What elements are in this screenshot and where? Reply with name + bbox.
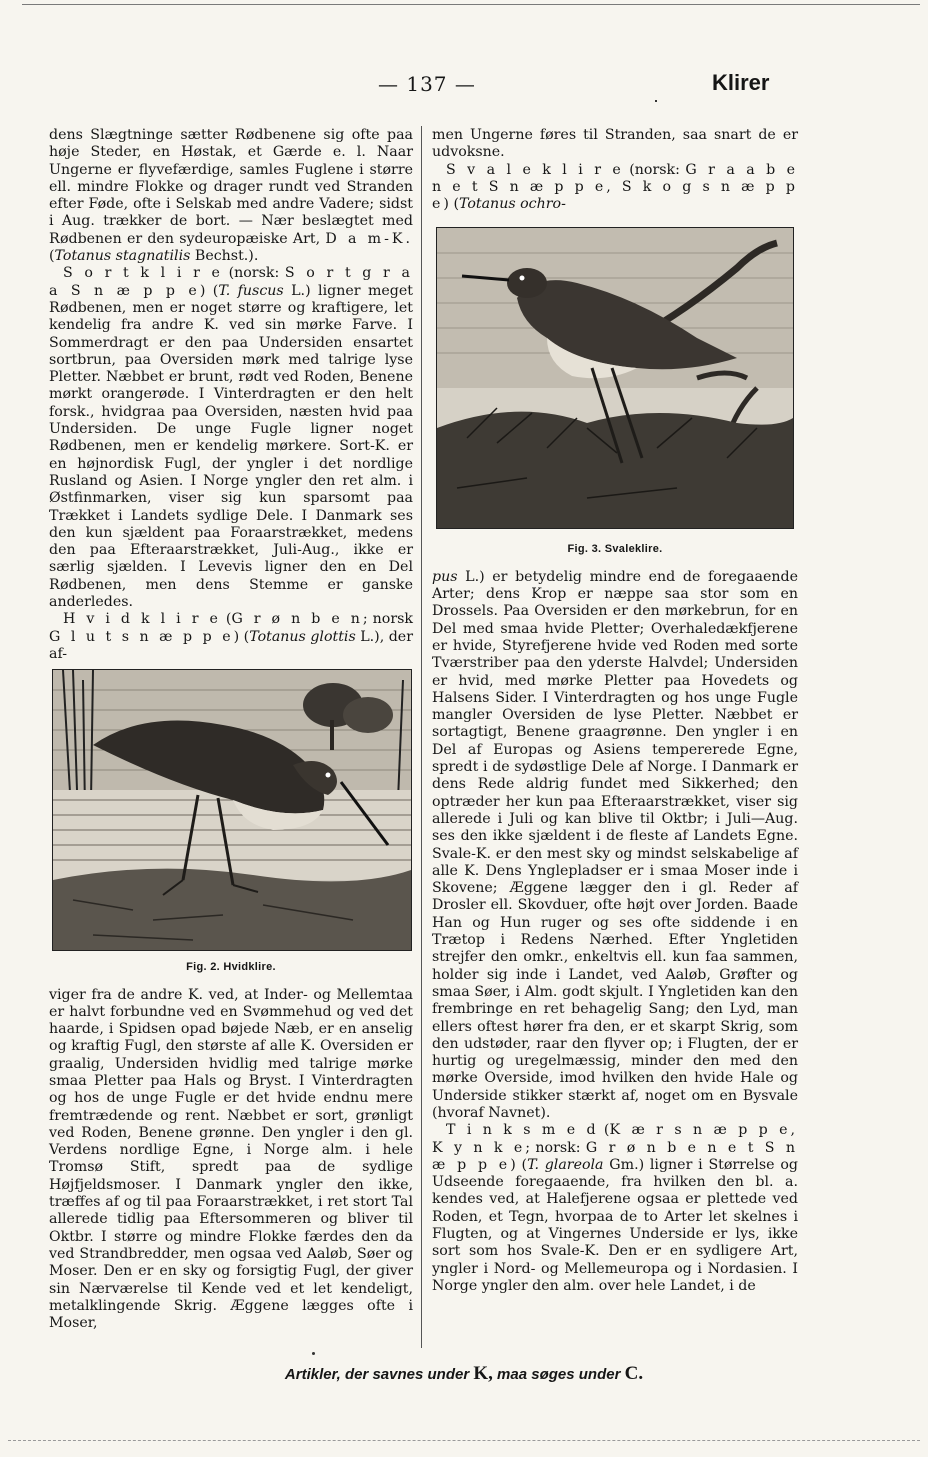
figure-caption: Fig. 3. Svaleklire. (567, 543, 663, 556)
paragraph-tinksmed: T i n k s m e d (K æ r s n æ p p e, K y n k e; norsk: G r ø n b e n e t S n æ p p e) (T. glareola Gm.) ligner i Størrelse og Udseende foregaaende, fra hvilken den bl. a. kendes ved, at Halefjerene ogsaa er plettede ved Roden, et Tegn, hvorpaa de to Arter let skelnes i Flugten, og at Vingernes Underside er lys, ikke sort som hos Svale-K. Den er en sydligere Art, yngler i Nord- og Mellemeuropa og i Nordasien. I Norge yngler den alm. over hele Landet, i de (432, 1122, 799, 1294)
page-edge-top (22, 4, 920, 5)
figure-hvidklire (49, 669, 413, 976)
figure-caption: Fig. 2. Hvidklire. (186, 961, 276, 974)
paragraph: men Ungerne føres til Stranden, saa snart de er udvoksne. (432, 127, 798, 161)
paragraph: pus L.) er betydelig mindre end de foregaaende Arter; dens Krop er næppe saa stor som en Drossels. Paa Oversiden er den mørkebrun, for en Del med smaa hvide Pletter; Overhaledækfjerene er hvide, Styrefjerene hvide ved Roden med sorte Tværstriber paa den yderste Halvdel; Undersiden er hvid, med mørke Pletter paa Hovedets og Halsens Sider. I Vinterdragten og hos unge Fugle mangler Oversiden de lyse Pletter. Næbbet er sortagtigt, Benene graagrønne. Den yngler i en Del af Europas og Asiens tempererede Egne, spredt i de sydøstlige Dele af Norge. I Danmark er dens Rede aldrig fundet med Sikkerhed; den optræder her kun paa Efteraarstrækket, viser sig allerede i Juli og kan blive til Oktbr; i Juli—Aug. ses den ikke sjældent i de fleste af Landets Egne. Svale-K. er den mest sky og mindst selskabelige af alle K. Dens Ynglepladser er i smaa Moser inde i Skovene; Æggene lægger den i gl. Reder af Drosler ell. Skovduer, ofte højt over Jorden. Baade Han og Hun ruger og ses ofte siddende i en Trætop i Redens Nærhed. Efter Yngletiden strejfer den omkr., enkeltvis ell. kun faa sammen, holder sig inde i Landet, ved Aaløb, Grøfter og smaa Søer, i Alm. godt skjult. I Yngletiden kan den frembringe en ret behagelig Sang; den Lyd, man ellers oftest hører fra den, er et skarpt Skrig, som den udstøder, raar den flyver op; i Flugten, der er hurtig og uregelmæssig, minder den med den mørke Overside, imod hvilken den hvide Hale og Underside stikker stærkt af, noget om en Bysvale (hvoraf Navnet). (432, 568, 798, 1121)
page-number: — 137 — (378, 72, 476, 96)
figure-svaleklire (432, 227, 798, 558)
page-footer: Artikler, der savnes under K, maa søges under C. (284, 1363, 644, 1384)
left-column (49, 127, 413, 1332)
print-speck (312, 1352, 315, 1355)
paragraph-hvidklire: H v i d k l i r e (G r ø n b e n; norsk G l u t s n æ p p e) (Totanus glottis L.), der af- (49, 611, 413, 662)
right-column (432, 127, 798, 1295)
paragraph: dens Slægtninge sætter Rødbenene sig ofte paa høje Steder, en Høstak, et Gærde e. l. Naar Ungerne er flyvefærdige, samles Fuglene i større ell. mindre Flokke og drager rundt ved Stranden efter Føde, ofte i Selskab med andre Vadere; sidst i Aug. trækker de bort. — Nær beslægtet med Rødbenen er den sydeuropæiske Art, D a m-K. (Totanus stagnatilis Bechst.). (49, 127, 414, 265)
hvidklire-illustration (52, 669, 412, 951)
paragraph-sortklire: S o r t k l i r e (norsk: S o r t g r a a S n æ p p e) (T. fuscus L.) ligner meget Rødbenen, men er noget større og kraftigere, let kendelig fra andre K. ved sin mørke Farve. I Sommerdragt er den paa Undersiden ensartet sortbrun, paa Oversiden mørk med talrige lyse Pletter. Næbbet er brunt, rødt ved Roden, Benene mørkt orangerøde. I Vinterdragten er den helt forsk., hvidgraa paa Oversiden, næsten hvid paa Undersiden. De unge Fugle ligner noget Rødbenen, men er kendelig mørkere. Sort-K. er en højnordisk Fugl, der yngler i det nordlige Rusland og Asien. I Norge yngler den ret alm. i Østfinmarken, viser sig kun sparsomt paa Trækket i Landets sydlige Dele. I Danmark ses den kun sjældent paa Foraarstrækket, medens den paa Efteraarstrækket, Juli-Aug., ikke er særlig sjælden. I Levevis ligner den en Del Rødbenen, men dens Stemme er ganske anderledes. (49, 265, 413, 611)
paragraph-svaleklire: S v a l e k l i r e (norsk: G r a a b e n e t S n æ p p e, S k o g s n æ p p e) (Totanus ochro- (432, 161, 798, 213)
svaleklire-illustration (436, 227, 794, 529)
page-edge-bottom (8, 1440, 920, 1441)
paragraph: viger fra de andre K. ved, at Inder- og Mellemtaa er halvt forbundne ved en Svømmehud og ved det haarde, i Spidsen opad bøjede Næb, er en anselig og kraftig Fugl, den største af alle K. Oversiden er graalig, Undersiden hvidlig med talrige mørke smaa Pletter paa Hals og Bryst. I Vinterdragten og hos de unge Fugle er det hvide endnu mere fremtrædende og rent. Næbbet er sort, grønligt ved Roden, Benene grønne. Den yngler i den gl. Verdens nordlige Egne, i Norge alm. i hele Tromsø Stift, spredt paa de sydlige Højfjeldsmoser. I Danmark yngler den ikke, træffes af og til paa Foraarstrækket, i ret stort Tal allerede tidlig paa Eftersommeren og bliver til Oktbr. I større og mindre Flokke færdes den da ved Strandbredder, men ogsaa ved Aaløb, Søer og Moser. Den er en sky og forsigtig Fugl, der giver sin Nærværelse til Kende ved et let kendeligt, metalklingende Skrig. Æggene lægges ofte i Moser, (49, 986, 413, 1332)
running-head: Klirer (712, 70, 770, 95)
column-divider (421, 126, 422, 1348)
page-header (0, 68, 928, 108)
print-speck (655, 100, 657, 102)
